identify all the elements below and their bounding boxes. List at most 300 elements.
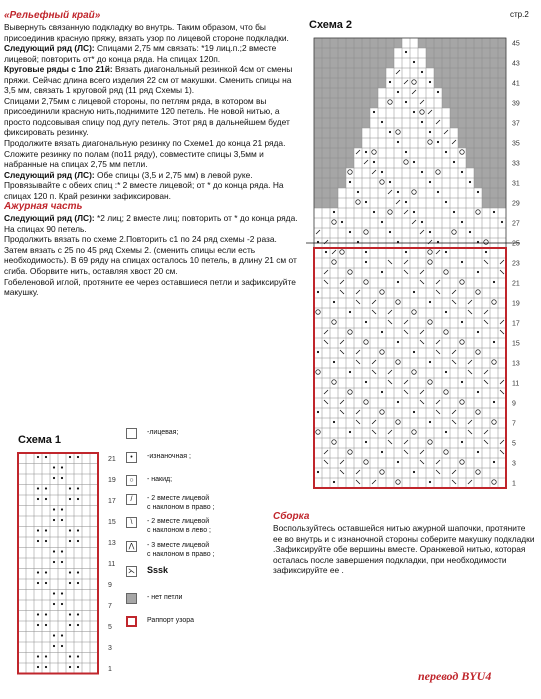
yarn-over-mark — [396, 480, 400, 484]
purl-mark — [373, 161, 375, 163]
purl-mark — [461, 221, 463, 223]
schema1-grid — [15, 450, 127, 690]
k2tog-mark — [324, 330, 328, 334]
k2tog-mark — [372, 360, 376, 364]
k2tog-mark — [324, 270, 328, 274]
k2tog-mark — [420, 330, 424, 334]
no-stitch-cell — [490, 98, 498, 108]
no-stitch-cell — [322, 68, 330, 78]
purl-mark — [469, 181, 471, 183]
no-stitch-cell — [330, 198, 338, 208]
no-stitch-cell — [346, 38, 354, 48]
k2tog-mark — [324, 390, 328, 394]
schema2-chart — [306, 36, 536, 498]
ssk-mark — [356, 420, 360, 424]
purl-mark — [413, 211, 415, 213]
purl-mark — [61, 561, 63, 563]
yarn-over-mark — [476, 470, 480, 474]
no-stitch-cell — [458, 68, 466, 78]
purl-mark — [373, 111, 375, 113]
purl-mark — [381, 391, 383, 393]
no-stitch-cell — [490, 48, 498, 58]
purl-mark — [69, 529, 71, 531]
schema2-row-number: 23 — [512, 260, 520, 268]
purl-mark — [61, 477, 63, 479]
no-stitch-cell — [338, 158, 346, 168]
yarn-over-mark — [380, 180, 384, 184]
legend-item-no-stitch: - нет петли — [126, 593, 182, 604]
no-stitch-cell — [346, 68, 354, 78]
no-stitch-cell — [362, 88, 370, 98]
yarn-over-mark — [476, 410, 480, 414]
ssk-mark — [340, 470, 344, 474]
purl-mark — [69, 582, 71, 584]
no-stitch-cell — [346, 138, 354, 148]
no-stitch-cell — [490, 118, 498, 128]
no-stitch-cell — [466, 118, 474, 128]
no-stitch-cell — [370, 38, 378, 48]
ssk-mark — [388, 260, 392, 264]
purl-mark — [421, 171, 423, 173]
k2tog-mark — [316, 230, 320, 234]
no-stitch-cell — [466, 158, 474, 168]
purl-mark — [397, 141, 399, 143]
purl-mark — [365, 251, 367, 253]
no-stitch-cell — [322, 158, 330, 168]
schema2-row-number: 15 — [512, 340, 520, 348]
purl-mark — [333, 211, 335, 213]
no-stitch-cell — [490, 88, 498, 98]
no-stitch-cell — [498, 68, 506, 78]
yarn-over-mark — [460, 460, 464, 464]
no-stitch-cell — [346, 128, 354, 138]
yarn-over-mark — [476, 350, 480, 354]
purl-mark — [333, 361, 335, 363]
purl-mark — [365, 441, 367, 443]
no-stitch-cell — [354, 138, 362, 148]
k2tog-mark — [340, 400, 344, 404]
k2tog-mark — [372, 170, 376, 174]
no-stitch-cell — [490, 108, 498, 118]
no-stitch-cell — [394, 38, 402, 48]
k2tog-mark — [404, 320, 408, 324]
no-stitch-cell — [450, 58, 458, 68]
no-stitch-cell — [458, 38, 466, 48]
purl-symbol-icon: • — [126, 452, 137, 463]
purl-mark — [69, 571, 71, 573]
yarn-over-mark — [396, 420, 400, 424]
k2tog-mark — [388, 190, 392, 194]
purl-mark — [445, 201, 447, 203]
purl-mark — [53, 592, 55, 594]
yarn-over-mark — [460, 340, 464, 344]
purl-mark — [77, 613, 79, 615]
purl-mark — [365, 261, 367, 263]
purl-mark — [69, 498, 71, 500]
ssk-mark — [484, 260, 488, 264]
purl-mark — [53, 550, 55, 552]
no-stitch-cell — [498, 178, 506, 188]
no-stitch-cell — [458, 98, 466, 108]
ssk-mark — [468, 310, 472, 314]
purl-mark — [45, 624, 47, 626]
yarn-over-mark — [388, 100, 392, 104]
no-stitch-cell — [386, 38, 394, 48]
ssk-mark — [420, 280, 424, 284]
purl-mark — [365, 151, 367, 153]
no-stitch-cell — [362, 58, 370, 68]
yarn-over-mark — [412, 80, 416, 84]
ssk-mark — [436, 470, 440, 474]
yarn-over-mark — [460, 150, 464, 154]
purl-mark — [333, 421, 335, 423]
legend-item-k2tog-left: \ - 2 вместе лицевой с наклоном в лево ; — [126, 517, 211, 535]
ssk-mark — [356, 300, 360, 304]
purl-mark — [405, 51, 407, 53]
k2tog-mark — [468, 300, 472, 304]
purl-mark — [45, 613, 47, 615]
purl-mark — [333, 301, 335, 303]
no-stitch-cell — [490, 188, 498, 198]
no-stitch-cell — [474, 98, 482, 108]
purl-mark — [53, 508, 55, 510]
k2tog-mark — [452, 410, 456, 414]
purl-mark — [413, 291, 415, 293]
no-stitch-cell — [466, 78, 474, 88]
k2tog-mark — [500, 320, 504, 324]
no-stitch-cell — [466, 58, 474, 68]
purl-mark — [37, 613, 39, 615]
no-stitch-cell — [490, 68, 498, 78]
legend-item-k3tog: ⋀ - 3 вместе лицевой с наклоном в право ; — [126, 541, 215, 559]
no-stitch-cell — [330, 98, 338, 108]
yarn-over-mark — [428, 440, 432, 444]
no-stitch-cell — [474, 128, 482, 138]
no-stitch-cell — [434, 68, 442, 78]
no-stitch-cell — [490, 178, 498, 188]
purl-mark — [349, 181, 351, 183]
no-stitch-cell — [314, 58, 322, 68]
yarn-over-mark — [460, 280, 464, 284]
no-stitch-cell — [482, 168, 490, 178]
yarn-over-mark — [460, 400, 464, 404]
no-stitch-cell — [322, 98, 330, 108]
no-stitch-cell — [314, 78, 322, 88]
purl-mark — [461, 261, 463, 263]
no-stitch-cell — [330, 88, 338, 98]
purl-mark — [461, 441, 463, 443]
no-stitch-cell — [458, 48, 466, 58]
no-stitch-cell — [338, 128, 346, 138]
purl-mark — [349, 431, 351, 433]
purl-mark — [389, 181, 391, 183]
ssk-mark — [452, 480, 456, 484]
ssk-mark — [324, 460, 328, 464]
purl-mark — [77, 540, 79, 542]
no-stitch-cell — [442, 68, 450, 78]
purl-mark — [53, 634, 55, 636]
yarn-over-mark — [444, 270, 448, 274]
k2tog-mark — [452, 350, 456, 354]
k2tog-mark — [332, 250, 336, 254]
no-stitch-cell — [442, 48, 450, 58]
no-stitch-cell — [450, 68, 458, 78]
purl-mark — [493, 461, 495, 463]
ssk-mark — [388, 320, 392, 324]
no-stitch-cell — [378, 58, 386, 68]
schema2-title: Схема 2 — [309, 19, 353, 31]
no-stitch-cell — [498, 138, 506, 148]
no-stitch-cell — [338, 78, 346, 88]
schema2-row-number: 43 — [512, 60, 520, 68]
purl-mark — [69, 624, 71, 626]
assembly-text: Воспользуйтесь оставшейся нитью ажурной шапочки, протяните ее во внутрь и с изнаночной стороны соберите макушку подкладки .Зафиксируйте обе вершины вместе. Оранжевой нитью, которая осталась после завершения подкладки, при необходимости зафиксируйте ее . — [273, 523, 535, 576]
yarn-over-mark — [380, 470, 384, 474]
no-stitch-cell — [322, 128, 330, 138]
no-stitch-cell — [474, 168, 482, 178]
schema2-row-number: 29 — [512, 200, 520, 208]
no-stitch-cell — [338, 148, 346, 158]
purl-mark — [469, 231, 471, 233]
yarn-over-mark — [412, 430, 416, 434]
schema2-row-number: 31 — [512, 180, 520, 188]
k2tog-mark — [420, 390, 424, 394]
k2tog-mark — [444, 130, 448, 134]
k2tog-mark — [356, 350, 360, 354]
no-stitch-cell — [346, 88, 354, 98]
yarn-over-mark — [364, 400, 368, 404]
no-stitch-cell — [466, 88, 474, 98]
no-stitch-cell — [466, 98, 474, 108]
k2tog-mark — [420, 450, 424, 454]
k2tog-mark — [468, 360, 472, 364]
no-stitch-cell — [322, 58, 330, 68]
no-stitch-cell — [458, 118, 466, 128]
purl-mark — [397, 281, 399, 283]
lace-finish: Гобеленовой иглой, протяните ее через оставшиеся петли и зафиксируйте макушку. — [4, 276, 296, 298]
purl-mark — [477, 391, 479, 393]
k2tog-mark — [364, 160, 368, 164]
k2tog-mark — [396, 70, 400, 74]
purl-mark — [413, 351, 415, 353]
yarn-over-mark — [332, 320, 336, 324]
purl-mark — [413, 61, 415, 63]
no-stitch-cell — [314, 158, 322, 168]
k2tog-mark — [452, 470, 456, 474]
purl-mark — [389, 231, 391, 233]
no-stitch-cell — [322, 118, 330, 128]
no-stitch-cell — [362, 78, 370, 88]
purl-mark — [389, 81, 391, 83]
no-stitch-cell — [490, 158, 498, 168]
no-stitch-cell — [314, 198, 322, 208]
page-number: стр.2 — [510, 10, 529, 19]
schema1-row-number: 15 — [108, 518, 116, 526]
k2tog-mark — [404, 440, 408, 444]
ssk-mark — [484, 380, 488, 384]
purl-mark — [437, 91, 439, 93]
k2tog-mark — [420, 230, 424, 234]
ssk-mark — [356, 480, 360, 484]
schema1-row-number: 21 — [108, 455, 116, 463]
no-stitch-cell — [442, 98, 450, 108]
no-stitch-cell — [338, 58, 346, 68]
yarn-over-mark — [428, 250, 432, 254]
no-stitch-cell — [474, 58, 482, 68]
schema2-row-number: 37 — [512, 120, 520, 128]
purl-mark — [53, 561, 55, 563]
purl-mark — [405, 151, 407, 153]
k2tog-mark — [420, 270, 424, 274]
no-stitch-cell — [330, 158, 338, 168]
purl-mark — [77, 624, 79, 626]
no-stitch-cell — [482, 38, 490, 48]
assembly-section — [273, 511, 535, 576]
no-stitch-cell — [434, 48, 442, 58]
ssk-mark — [340, 290, 344, 294]
purl-mark — [477, 191, 479, 193]
purl-mark — [365, 201, 367, 203]
no-stitch-cell — [370, 78, 378, 88]
ssk-mark — [372, 370, 376, 374]
no-stitch-cell — [322, 148, 330, 158]
purl-mark — [69, 613, 71, 615]
no-stitch-cell — [482, 78, 490, 88]
purl-mark — [317, 411, 319, 413]
relief-next-row: Следующий ряд (ЛС): Спицами 2,75 мм связать: *19 лиц.п.;2 вместе лицевой; повторить от* до конца ряда. На спицах 120п. — [4, 43, 277, 64]
no-stitch-cell — [458, 78, 466, 88]
ssk-mark — [324, 340, 328, 344]
relief-next-row-2: Следующий ряд (ЛС): Обе спицы (3,5 и 2,75 мм) в левой руке. Провязывайте с обеих спиц :* 2 вместе лицевой; от * до конца ряда. На спицах 120 п. Край резинки зафиксирован. — [4, 169, 284, 201]
schema2-row-number: 27 — [512, 220, 520, 228]
no-stitch-cell — [482, 48, 490, 58]
no-stitch-cell — [314, 178, 322, 188]
ssk-mark — [452, 420, 456, 424]
purl-mark — [493, 401, 495, 403]
yarn-over-mark — [492, 360, 496, 364]
no-stitch-cell — [490, 78, 498, 88]
yarn-over-mark — [348, 330, 352, 334]
ssk-mark — [500, 330, 504, 334]
no-stitch-symbol-icon — [126, 593, 137, 604]
no-stitch-cell — [442, 78, 450, 88]
no-stitch-cell — [426, 58, 434, 68]
schema1-row-number: 19 — [108, 476, 116, 484]
schema2-row-number: 17 — [512, 320, 520, 328]
purl-mark — [429, 301, 431, 303]
no-stitch-cell — [498, 88, 506, 98]
schema2-row-number: 7 — [512, 420, 516, 428]
no-stitch-cell — [474, 118, 482, 128]
no-stitch-cell — [370, 48, 378, 58]
purl-mark — [397, 191, 399, 193]
yarn-over-mark — [412, 310, 416, 314]
no-stitch-cell — [330, 68, 338, 78]
no-stitch-cell — [498, 158, 506, 168]
k2tog-right-symbol-icon: / — [126, 494, 137, 505]
k2tog-mark — [356, 150, 360, 154]
no-stitch-cell — [378, 38, 386, 48]
ssk-mark — [388, 440, 392, 444]
no-stitch-cell — [314, 128, 322, 138]
k2tog-mark — [484, 310, 488, 314]
purl-mark — [365, 381, 367, 383]
yarn-over-mark — [396, 300, 400, 304]
k2tog-mark — [372, 480, 376, 484]
no-stitch-cell — [442, 38, 450, 48]
purl-mark — [77, 456, 79, 458]
no-stitch-cell — [354, 38, 362, 48]
legend-item-repeat: Раппорт узора — [126, 616, 194, 627]
purl-mark — [437, 191, 439, 193]
no-stitch-cell — [498, 108, 506, 118]
ssk-mark — [420, 460, 424, 464]
no-stitch-cell — [442, 58, 450, 68]
no-stitch-cell — [474, 68, 482, 78]
legend-item-k2tog-right: / - 2 вместе лицевой с наклоном в право ; — [126, 494, 215, 512]
no-stitch-cell — [346, 78, 354, 88]
ssk-mark — [388, 380, 392, 384]
no-stitch-cell — [322, 78, 330, 88]
yarn-over-mark — [492, 300, 496, 304]
no-stitch-cell — [498, 48, 506, 58]
purl-mark — [485, 251, 487, 253]
no-stitch-cell — [322, 88, 330, 98]
no-stitch-cell — [330, 48, 338, 58]
purl-mark — [45, 582, 47, 584]
no-stitch-cell — [482, 148, 490, 158]
yarn-over-mark — [372, 150, 376, 154]
schema2-row-number: 39 — [512, 100, 520, 108]
purl-mark — [77, 582, 79, 584]
relief-circular-rows: Круговые ряды с 1по 21й: Вязать диагональный резинкой 4см от смены пряжи. Сейчас длина всего изделия 22 см от макушки. Сменить спицы на 3,5 мм, связать 1 круговой ряд (11 ряд Схемы 1). — [4, 64, 293, 96]
purl-mark — [317, 471, 319, 473]
no-stitch-cell — [482, 98, 490, 108]
no-stitch-cell — [450, 38, 458, 48]
purl-mark — [365, 321, 367, 323]
no-stitch-cell — [474, 178, 482, 188]
purl-mark — [397, 341, 399, 343]
translator-credit: перевод BYU4 — [418, 669, 492, 683]
no-stitch-cell — [474, 38, 482, 48]
purl-mark — [77, 666, 79, 668]
no-stitch-cell — [314, 188, 322, 198]
yarn-over-mark — [492, 480, 496, 484]
k2tog-mark — [436, 120, 440, 124]
yarn-over-mark — [444, 330, 448, 334]
k2tog-mark — [388, 310, 392, 314]
no-stitch-cell — [450, 78, 458, 88]
no-stitch-cell — [386, 58, 394, 68]
no-stitch-cell — [498, 58, 506, 68]
no-stitch-cell — [362, 98, 370, 108]
purl-mark — [397, 91, 399, 93]
yarn-over-mark — [380, 410, 384, 414]
no-stitch-cell — [354, 128, 362, 138]
no-stitch-cell — [370, 98, 378, 108]
no-stitch-cell — [482, 118, 490, 128]
no-stitch-cell — [458, 138, 466, 148]
no-stitch-cell — [466, 128, 474, 138]
no-stitch-cell — [322, 48, 330, 58]
purl-mark — [61, 466, 63, 468]
purl-mark — [69, 540, 71, 542]
no-stitch-cell — [370, 58, 378, 68]
ssk-mark — [500, 390, 504, 394]
purl-mark — [477, 331, 479, 333]
schema1-row-number: 1 — [108, 665, 112, 673]
k3tog-symbol-icon: ⋀ — [126, 541, 137, 552]
